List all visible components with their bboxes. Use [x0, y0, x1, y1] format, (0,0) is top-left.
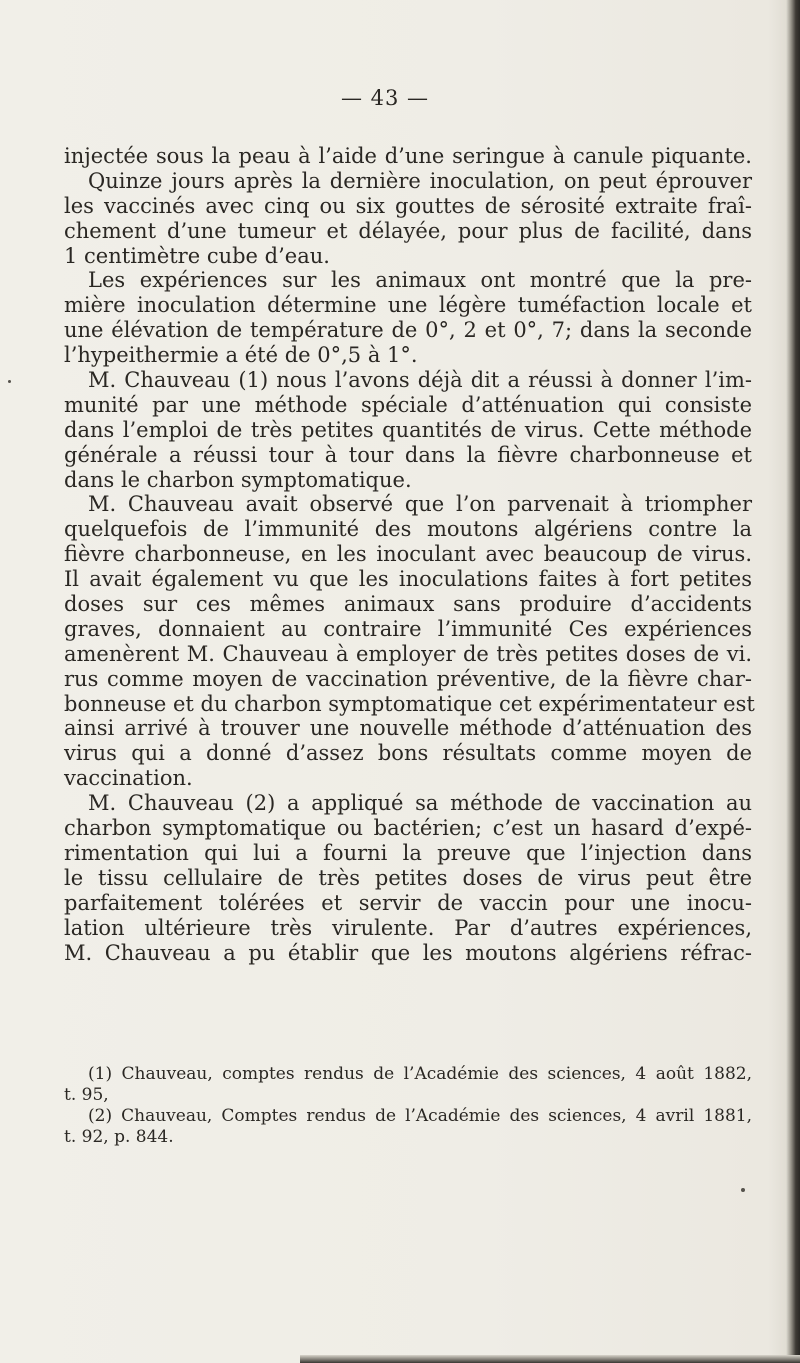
text-line: amenèrent M. Chauveau à employer de très petites doses de vi.: [64, 641, 752, 666]
text-line: M. Chauveau (2) a appliqué sa méthode de vaccination au: [88, 791, 752, 816]
text-line: ainsi arrivé à trouver une nouvelle méthode d’atténuation des: [64, 716, 752, 741]
text-line: dans l’emploi de très petites quantités de virus. Cette méthode: [64, 417, 752, 442]
text-line: Les expériences sur les animaux ont montré que la pre-: [88, 268, 752, 293]
text-line: M. Chauveau (1) nous l’avons déjà dit a réussi à donner l’im-: [88, 368, 752, 393]
text-line: M. Chauveau a pu établir que les moutons algériens réfrac-: [64, 940, 752, 965]
footnotes: [64, 1064, 752, 1148]
ink-speck: [741, 1188, 745, 1192]
text-line: chement d’une tumeur et délayée, pour plus de facilité, dans: [64, 218, 752, 243]
text-line: bonneuse et du charbon symptomatique cet expérimentateur est: [64, 691, 755, 716]
text-line: l’hypeithermie a été de 0°,5 à 1°.: [64, 343, 418, 368]
text-line: doses sur ces mêmes animaux sans produire d’accidents: [64, 592, 752, 617]
text-line: les vaccinés avec cinq ou six gouttes de sérosité extraite fraî-: [64, 193, 752, 218]
footnote-2-line-2: t. 92, p. 844.: [64, 1127, 174, 1147]
text-line: M. Chauveau avait observé que l’on parvenait à triompher: [88, 492, 752, 517]
body-text: [64, 144, 755, 965]
text-line: injectée sous la peau à l’aide d’une seringue à canule piquante.: [64, 144, 752, 168]
text-line: mière inoculation détermine une légère tuméfaction locale et: [64, 293, 752, 318]
text-line: fièvre charbonneuse, en les inoculant avec beaucoup de virus.: [64, 542, 752, 567]
text-line: rus comme moyen de vaccination préventive, de la fièvre char-: [64, 666, 752, 691]
text-line: virus qui a donné d’assez bons résultats comme moyen de: [64, 741, 752, 766]
text-line: le tissu cellulaire de très petites doses de virus peut être: [64, 865, 752, 890]
text-line: munité par une méthode spéciale d’atténuation qui consiste: [64, 392, 752, 417]
footnote-1-line-2: t. 95,: [64, 1085, 109, 1105]
ink-speck: [8, 380, 11, 383]
text-line: dans le charbon symptomatique.: [64, 467, 412, 492]
text-line: Quinze jours après la dernière inoculation, on peut éprouver: [88, 168, 752, 193]
text-line: Il avait également vu que les inoculations faites à fort petites: [64, 567, 752, 592]
text-line: vaccination.: [64, 766, 193, 791]
text-line: lation ultérieure très virulente. Par d’autres expériences,: [64, 915, 752, 940]
page-bottom-shadow: [300, 1355, 800, 1363]
text-line: 1 centimètre cube d’eau.: [64, 243, 330, 268]
page-number: — 43 —: [340, 86, 430, 110]
text-line: graves, donnaient au contraire l’immunité Ces expériences: [64, 616, 752, 641]
footnote-1-line-1: (1) Chauveau, comptes rendus de l’Académie des sciences, 4 août 1882,: [88, 1064, 752, 1084]
text-line: rimentation qui lui a fourni la preuve que l’injection dans: [64, 840, 752, 865]
footnote-2-line-1: (2) Chauveau, Comptes rendus de l’Académie des sciences, 4 avril 1881,: [88, 1106, 752, 1126]
page-edge-shadow: [786, 0, 800, 1363]
text-line: charbon symptomatique ou bactérien; c’est un hasard d’expé-: [64, 816, 752, 841]
text-line: parfaitement tolérées et servir de vaccin pour une inocu-: [64, 890, 752, 915]
text-line: quelquefois de l’immunité des moutons algériens contre la: [64, 517, 752, 542]
text-line: générale a réussi tour à tour dans la fièvre charbonneuse et: [64, 442, 752, 467]
text-line: une élévation de température de 0°, 2 et 0°, 7; dans la seconde: [64, 318, 752, 343]
